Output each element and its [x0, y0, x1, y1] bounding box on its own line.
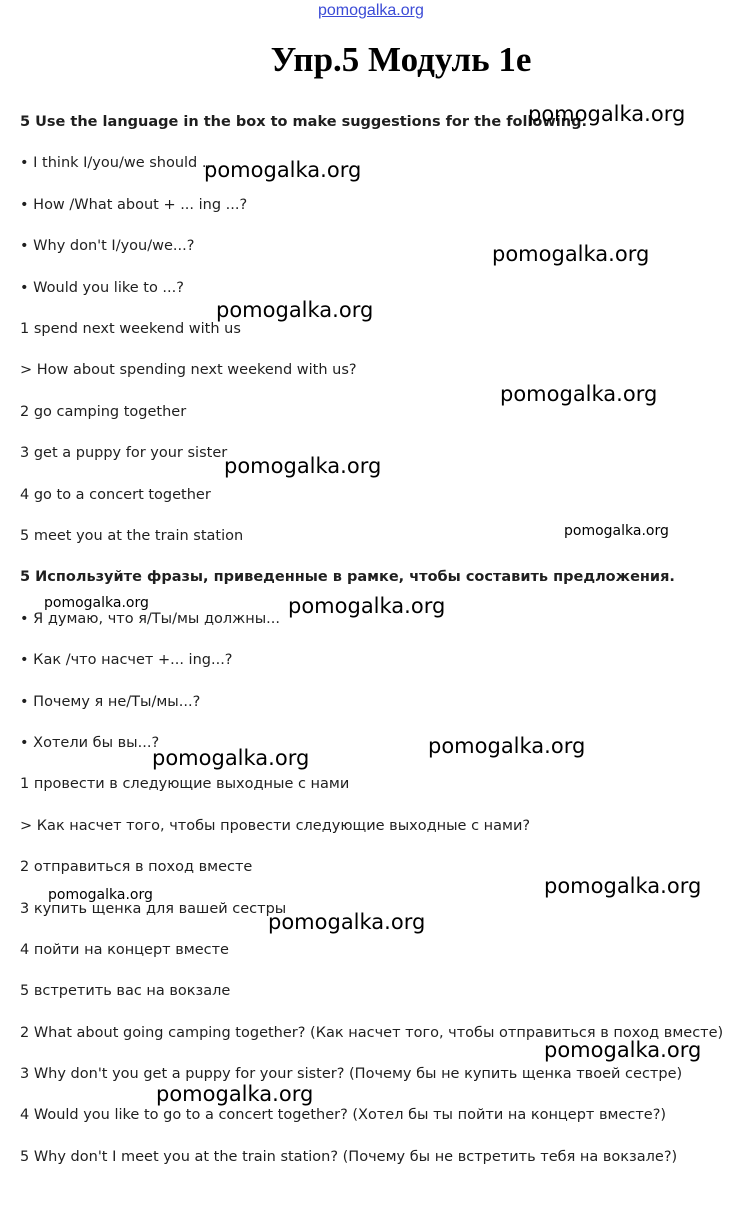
answer-4: 4 Would you like to go to a concert together? (Хотел бы ты пойти на концерт вместе?) — [20, 1107, 667, 1123]
item-3-en: 3 get a puppy for your sister — [20, 445, 228, 461]
phrase-4-ru: • Хотели бы вы...? — [20, 735, 160, 751]
answer-5: 5 Why don't I meet you at the train station? (Почему бы не встретить тебя на вокзале?) — [20, 1149, 678, 1165]
watermark: pomogalka.org — [268, 910, 426, 934]
watermark: pomogalka.org — [224, 454, 382, 478]
phrase-2-ru: • Как /что насчет +... ing...? — [20, 652, 233, 668]
phrase-1-en: • I think I/you/we should ... — [20, 155, 216, 171]
item-1-en: 1 spend next weekend with us — [20, 321, 241, 337]
watermark: pomogalka.org — [156, 1082, 314, 1106]
watermark: pomogalka.org — [544, 1038, 702, 1062]
item-2-ru: 2 отправиться в поход вместе — [20, 859, 253, 875]
watermark: pomogalka.org — [492, 242, 650, 266]
site-link[interactable]: pomogalka.org — [318, 2, 424, 19]
watermark: pomogalka.org — [500, 382, 658, 406]
item-2-en: 2 go camping together — [20, 404, 187, 420]
task-instruction-ru: 5 Используйте фразы, приведенные в рамке, чтобы составить предложения. — [20, 569, 675, 585]
watermark: pomogalka.org — [152, 746, 310, 770]
phrase-2-en: • How /What about + ... ing ...? — [20, 197, 248, 213]
example-answer-en: > How about spending next weekend with us? — [20, 362, 357, 378]
watermark: pomogalka.org — [204, 158, 362, 182]
answer-3: 3 Why don't you get a puppy for your sister? (Почему бы не купить щенка твоей сестре) — [20, 1066, 683, 1082]
watermark: pomogalka.org — [544, 874, 702, 898]
watermark: pomogalka.org — [528, 102, 686, 126]
phrase-3-en: • Why don't I/you/we...? — [20, 238, 195, 254]
answer-2: 2 What about going camping together? (Как насчет того, чтобы отправиться в поход вместе) — [20, 1025, 724, 1041]
task-instruction-en: 5 Use the language in the box to make suggestions for the following. — [20, 114, 587, 130]
item-3-ru: 3 купить щенка для вашей сестры — [20, 901, 287, 917]
item-4-en: 4 go to a concert together — [20, 487, 211, 503]
page-title: Упр.5 Модуль 1е — [270, 40, 532, 79]
watermark: pomogalka.org — [44, 595, 149, 611]
item-5-en: 5 meet you at the train station — [20, 528, 244, 544]
watermark: pomogalka.org — [564, 523, 669, 539]
phrase-4-en: • Would you like to ...? — [20, 280, 184, 296]
watermark: pomogalka.org — [428, 734, 586, 758]
watermark: pomogalka.org — [288, 594, 446, 618]
example-answer-ru: > Как насчет того, чтобы провести следующие выходные с нами? — [20, 818, 531, 834]
item-5-ru: 5 встретить вас на вокзале — [20, 983, 231, 999]
watermark: pomogalka.org — [216, 298, 374, 322]
phrase-1-ru: • Я думаю, что я/Ты/мы должны... — [20, 611, 280, 627]
item-1-ru: 1 провести в следующие выходные с нами — [20, 776, 350, 792]
watermark: pomogalka.org — [48, 887, 153, 903]
item-4-ru: 4 пойти на концерт вместе — [20, 942, 229, 958]
phrase-3-ru: • Почему я не/Ты/мы...? — [20, 694, 201, 710]
